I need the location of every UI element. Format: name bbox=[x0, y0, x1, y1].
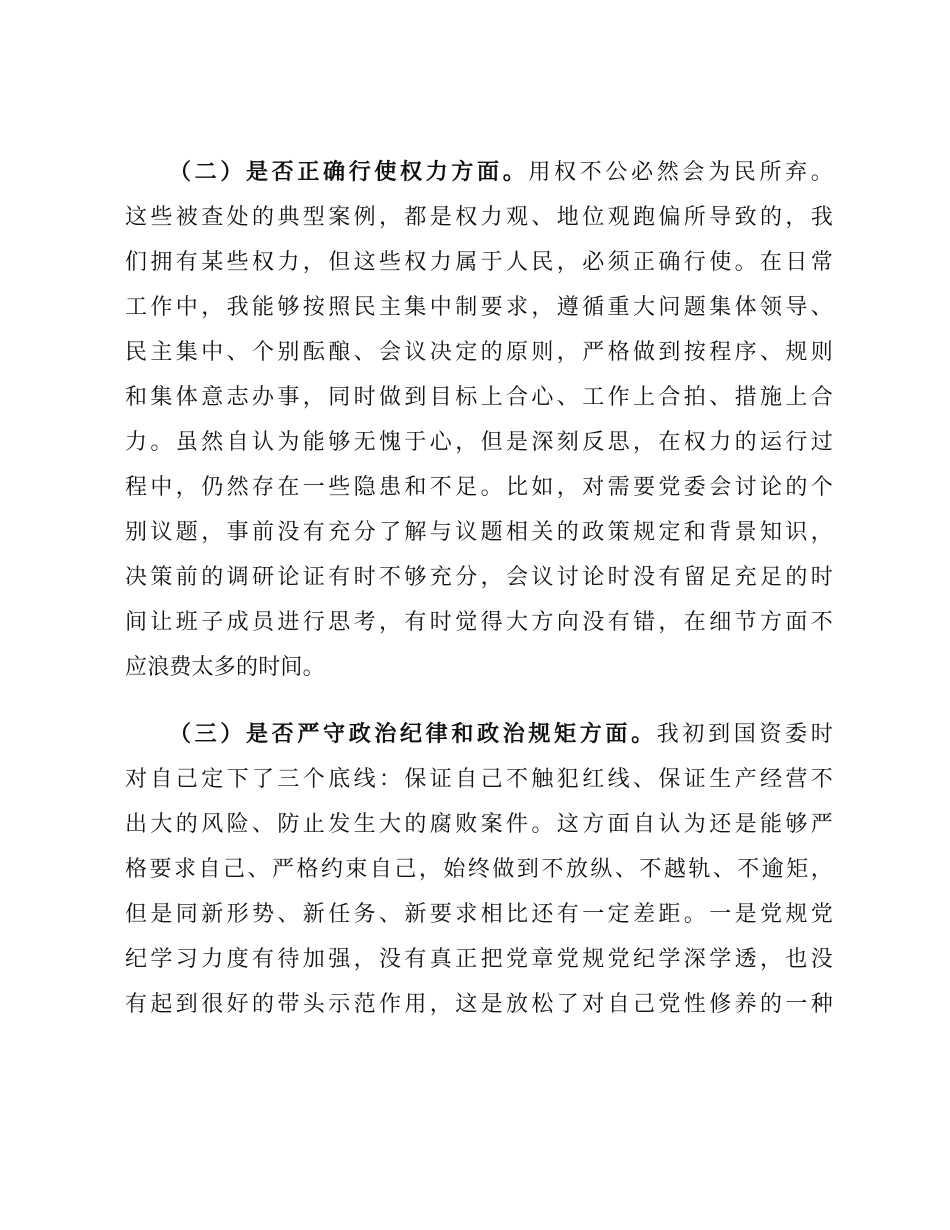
body-line: 格要求自己、严格约束自己，始终做到不放纵、不越轨、不逾矩， bbox=[125, 857, 833, 882]
section-heading: （二）是否正确行使权力方面。 bbox=[169, 159, 529, 185]
body-line: 有起到很好的带头示范作用，这是放松了对自己党性修养的一种 bbox=[125, 992, 833, 1017]
body-text: 用权不公必然会为民所弃。 bbox=[528, 160, 833, 185]
body-line: 们拥有某些权力，但这些权力属于人民，必须正确行使。在日常 bbox=[125, 250, 833, 275]
body-line: 间让班子成员进行思考，有时觉得大方向没有错，在细节方面不 bbox=[125, 610, 833, 635]
body-text: 我初到国资委时 bbox=[656, 722, 833, 747]
section-heading: （三）是否严守政治纪律和政治规矩方面。 bbox=[169, 721, 657, 747]
body-line: 决策前的调研论证有时不够充分，会议讨论时没有留足充足的时 bbox=[125, 565, 833, 590]
body-line: 工作中，我能够按照民主集中制要求，遵循重大问题集体领导、 bbox=[125, 295, 833, 320]
section-two bbox=[125, 150, 833, 690]
body-line: 民主集中、个别酝酿、会议决定的原则，严格做到按程序、规则 bbox=[125, 340, 833, 365]
body-line: 这些被查处的典型案例，都是权力观、地位观跑偏所导致的，我 bbox=[125, 205, 833, 230]
body-line: 力。虽然自认为能够无愧于心，但是深刻反思，在权力的运行过 bbox=[125, 430, 833, 455]
body-line: 但是同新形势、新任务、新要求相比还有一定差距。一是党规党 bbox=[125, 902, 833, 927]
section-three bbox=[125, 712, 833, 1027]
body-line: 和集体意志办事，同时做到目标上合心、工作上合拍、措施上合 bbox=[125, 385, 833, 410]
paragraph-first-line bbox=[125, 150, 833, 195]
paragraph-first-line bbox=[125, 712, 833, 757]
body-line: 纪学习力度有待加强，没有真正把党章党规党纪学深学透，也没 bbox=[125, 947, 833, 972]
body-line: 别议题，事前没有充分了解与议题相关的政策规定和背景知识， bbox=[125, 520, 833, 545]
document-page bbox=[125, 150, 833, 1049]
body-line: 出大的风险、防止发生大的腐败案件。这方面自认为还是能够严 bbox=[125, 812, 833, 837]
body-line: 程中，仍然存在一些隐患和不足。比如，对需要党委会讨论的个 bbox=[125, 475, 833, 500]
body-line-last: 应浪费太多的时间。 bbox=[125, 655, 325, 680]
body-line: 对自己定下了三个底线：保证自己不触犯红线、保证生产经营不 bbox=[125, 767, 833, 792]
